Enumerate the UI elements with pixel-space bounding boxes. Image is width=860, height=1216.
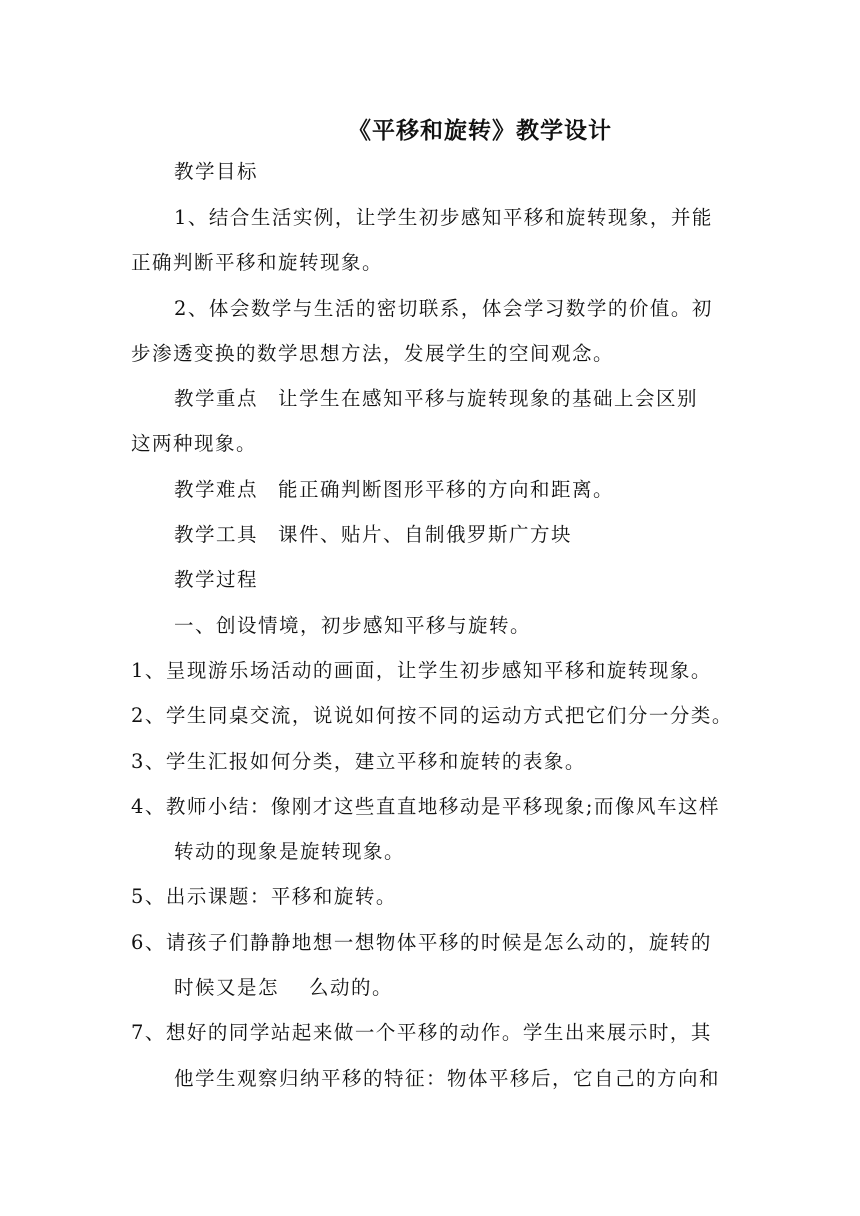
list-item-6-cont-b: 么动的。 (309, 976, 394, 999)
paragraph-objective-2-cont: 步渗透变换的数学思想方法，发展学生的空间观念。 (131, 342, 615, 365)
list-item-6-cont (0, 976, 860, 1000)
list-item-4: 4、教师小结：像刚才这些直直地移动是平移现象;而像风车这样 (131, 795, 720, 818)
list-item-2: 2、学生同桌交流，说说如何按不同的运动方式把它们分一分类。 (131, 704, 733, 727)
section-heading-process: 教学过程 (174, 568, 259, 591)
key-points-text: 让学生在感知平移与旋转现象的基础上会区别 (278, 387, 699, 410)
list-item-4-cont: 转动的现象是旋转现象。 (174, 840, 406, 863)
list-item-6-cont-a: 时候又是怎 (174, 976, 280, 999)
tools-line (0, 523, 860, 547)
key-points-label: 教学重点 (174, 387, 259, 410)
difficulty-text: 能正确判断图形平移的方向和距离。 (278, 478, 615, 501)
list-item-7-cont: 他学生观察归纳平移的特征：物体平移后，它自己的方向和 (174, 1067, 721, 1090)
document-title: 《平移和旋转》教学设计 (348, 118, 612, 144)
key-points-line (0, 387, 860, 411)
tools-label: 教学工具 (174, 523, 259, 546)
section-heading-objectives: 教学目标 (174, 160, 259, 183)
list-item-7: 7、想好的同学站起来做一个平移的动作。学生出来展示时，其 (131, 1021, 712, 1044)
list-item-6: 6、请孩子们静静地想一想物体平移的时候是怎么动的，旋转的 (131, 931, 712, 954)
list-item-1: 1、呈现游乐场活动的画面，让学生初步感知平移和旋转现象。 (131, 659, 712, 682)
difficulty-label: 教学难点 (174, 478, 259, 501)
paragraph-objective-1: 1、结合生活实例，让学生初步感知平移和旋转现象，并能 (174, 206, 713, 229)
paragraph-objective-1-cont: 正确判断平移和旋转现象。 (131, 251, 384, 274)
step-heading-1: 一、创设情境，初步感知平移与旋转。 (174, 614, 532, 637)
list-item-3: 3、学生汇报如何分类，建立平移和旋转的表象。 (131, 750, 586, 773)
paragraph-objective-2: 2、体会数学与生活的密切联系，体会学习数学的价值。初 (174, 297, 713, 320)
tools-text: 课件、贴片、自制俄罗斯广方块 (278, 523, 573, 546)
list-item-5: 5、出示课题：平移和旋转。 (131, 885, 397, 908)
key-points-cont: 这两种现象。 (131, 432, 258, 455)
difficulty-line (0, 478, 860, 502)
